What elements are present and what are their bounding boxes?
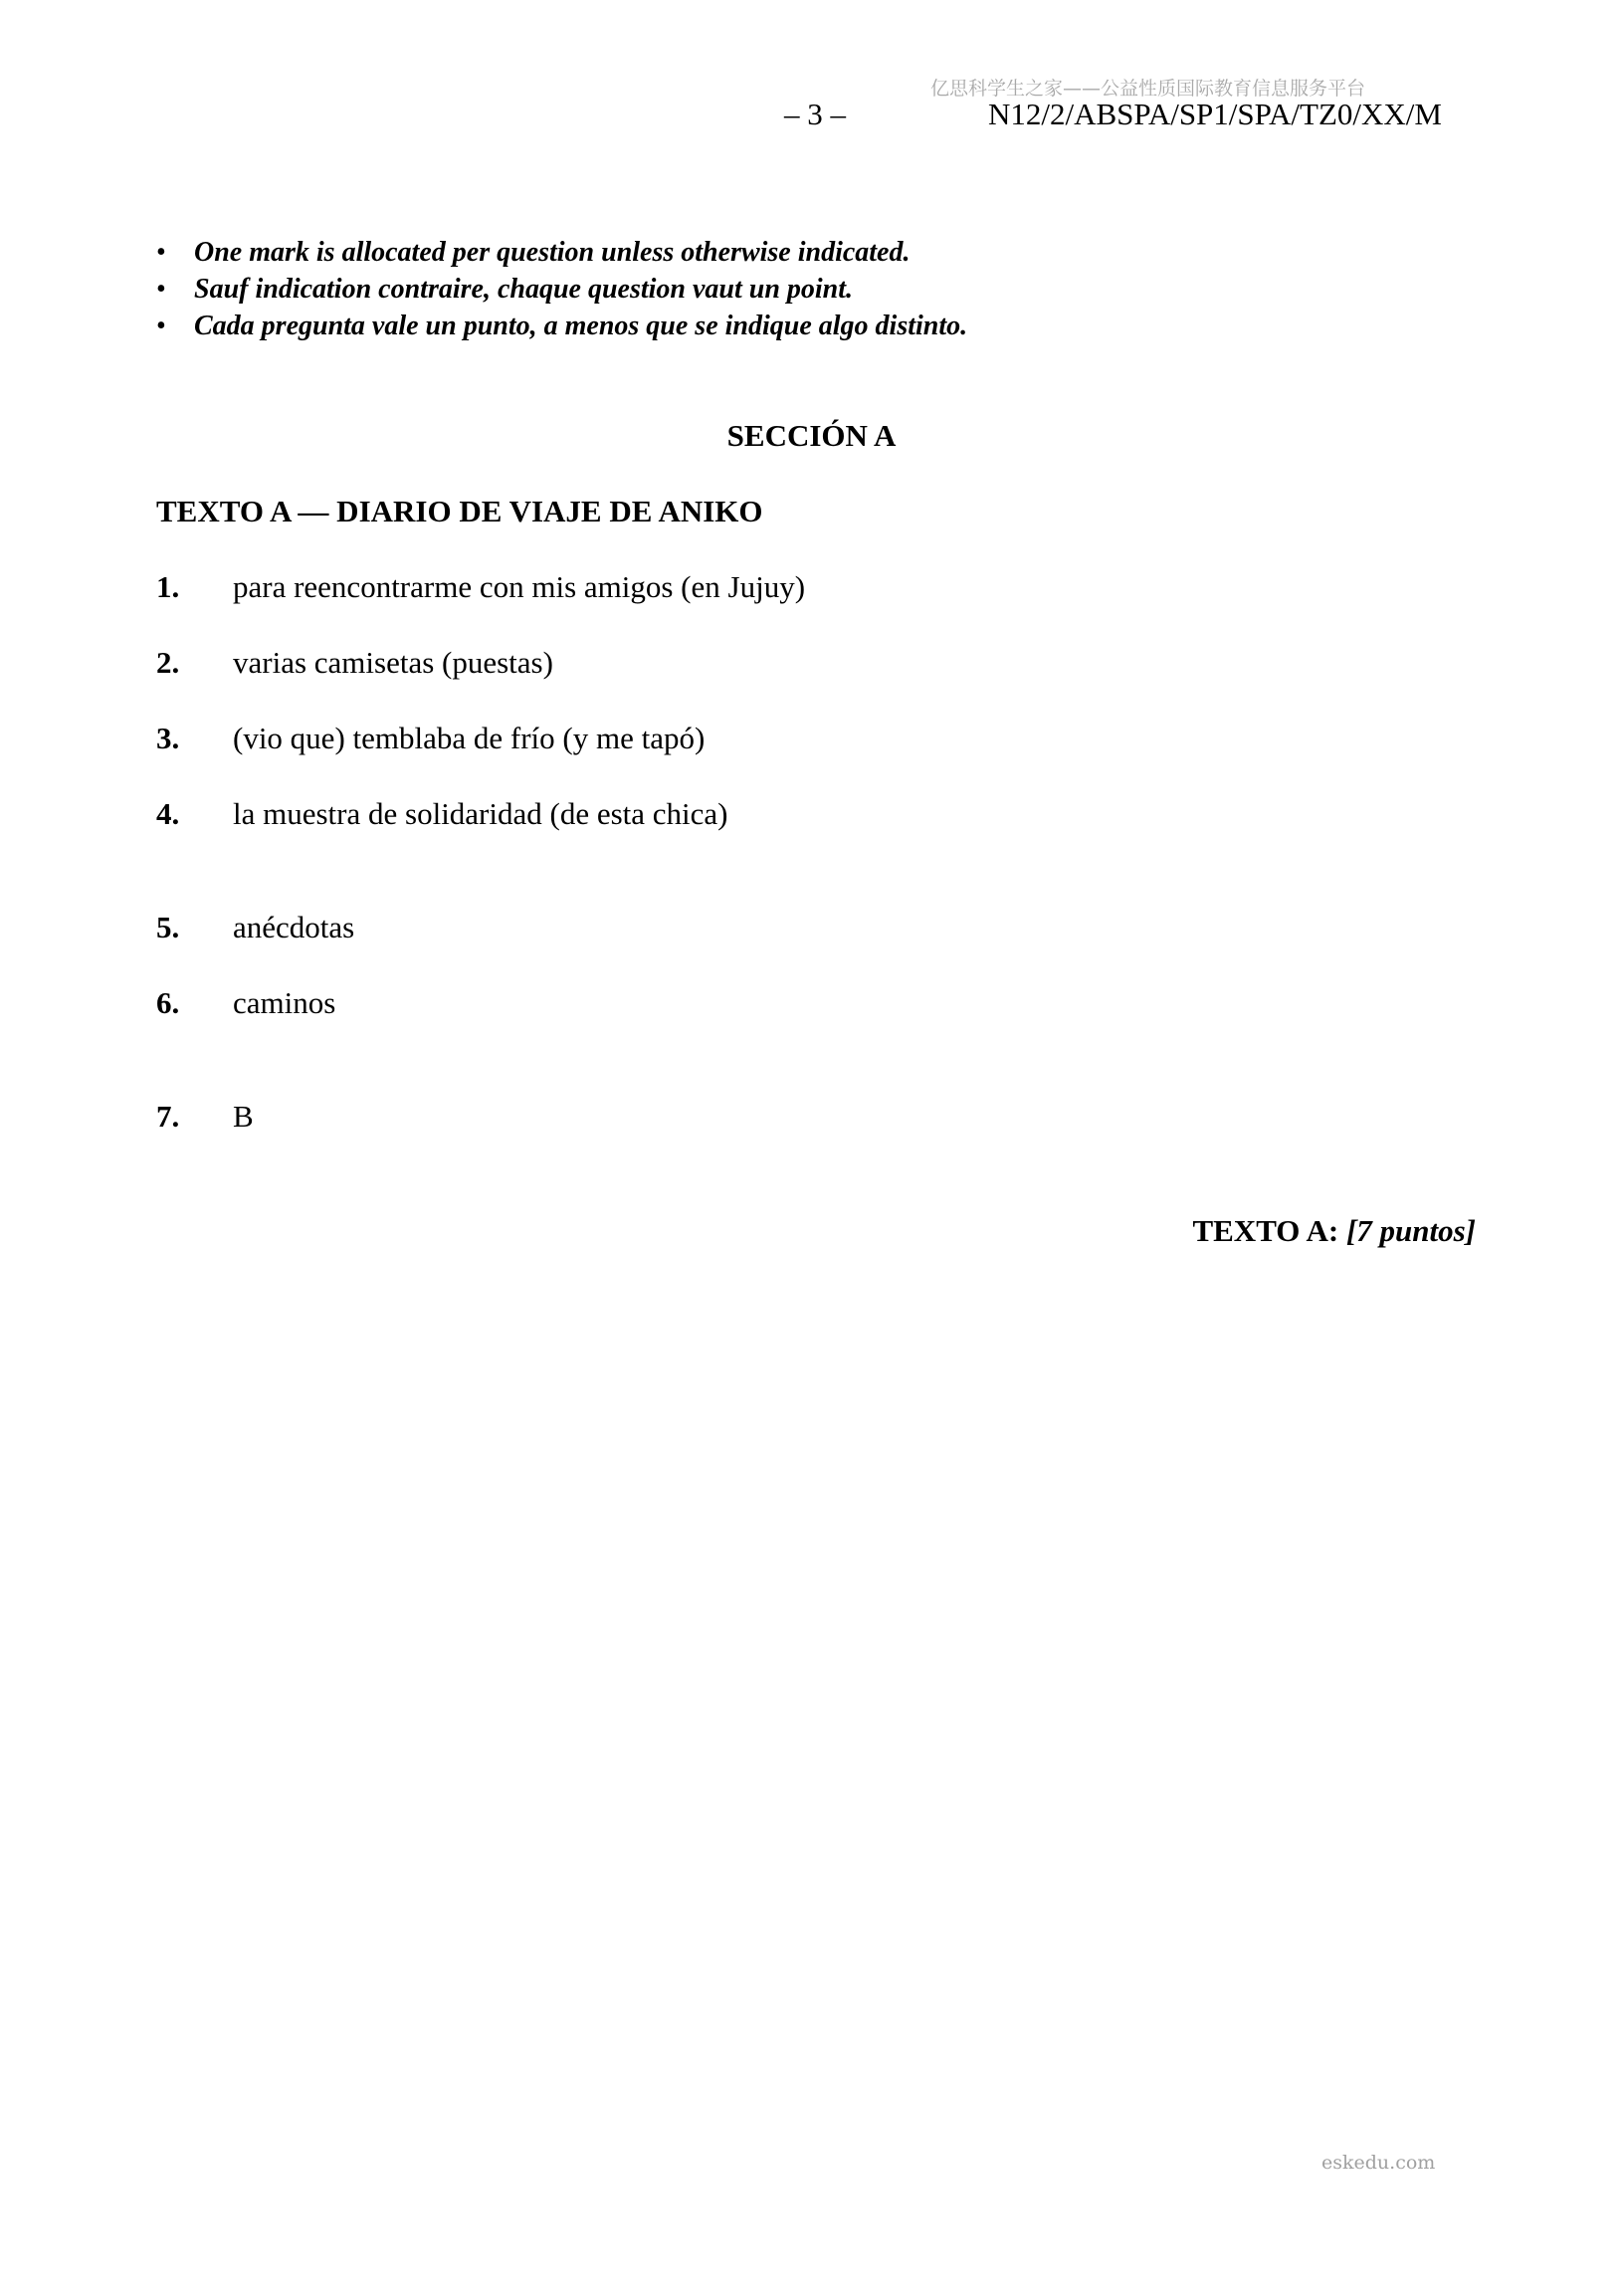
total-label: TEXTO A: [1192, 1213, 1339, 1248]
answer-text: varias camisetas (puestas) [233, 645, 553, 680]
watermark-text-top: 亿思科学生之家——公益性质国际教育信息服务平台 [930, 78, 1366, 100]
answer-item [156, 985, 335, 1021]
instruction-french: • Sauf indication contraire, chaque question vaut un point. [154, 271, 967, 308]
answer-number: 4. [156, 796, 180, 831]
watermark-text-bottom: eskedu.com [1321, 2152, 1436, 2174]
answer-item [156, 1099, 254, 1135]
answer-number: 3. [156, 721, 180, 755]
answer-number: 2. [156, 645, 180, 680]
answer-text: caminos [233, 985, 336, 1020]
answer-item [156, 796, 728, 832]
page-number: – 3 – [784, 97, 846, 131]
answer-item [156, 910, 354, 945]
section-title: SECCIÓN A [726, 418, 897, 453]
instruction-spanish: • Cada pregunta vale un punto, a menos que se indique algo distinto. [154, 308, 967, 344]
instruction-english: • One mark is allocated per question unless otherwise indicated. [154, 234, 967, 271]
answer-number: 7. [156, 1099, 180, 1134]
answer-item [156, 569, 805, 605]
answer-number: 5. [156, 910, 180, 944]
paper-code: N12/2/ABSPA/SP1/SPA/TZ0/XX/M [988, 97, 1442, 131]
answer-number: 1. [156, 569, 180, 604]
answer-text: anécdotas [233, 910, 355, 944]
answer-item [156, 645, 553, 681]
answer-text: B [233, 1099, 254, 1134]
answer-item [156, 721, 705, 756]
answer-text: para reencontrarme con mis amigos (en Jujuy) [233, 569, 806, 604]
answer-text: (vio que) temblaba de frío (y me tapó) [233, 721, 706, 755]
text-title: TEXTO A — DIARIO DE VIAJE DE ANIKO [156, 494, 763, 528]
total-points: [7 puntos] [1345, 1213, 1476, 1248]
section-total [1192, 1213, 1476, 1249]
answer-number: 6. [156, 985, 180, 1020]
marking-instructions [154, 234, 967, 344]
answer-text: la muestra de solidaridad (de esta chica) [233, 796, 728, 831]
